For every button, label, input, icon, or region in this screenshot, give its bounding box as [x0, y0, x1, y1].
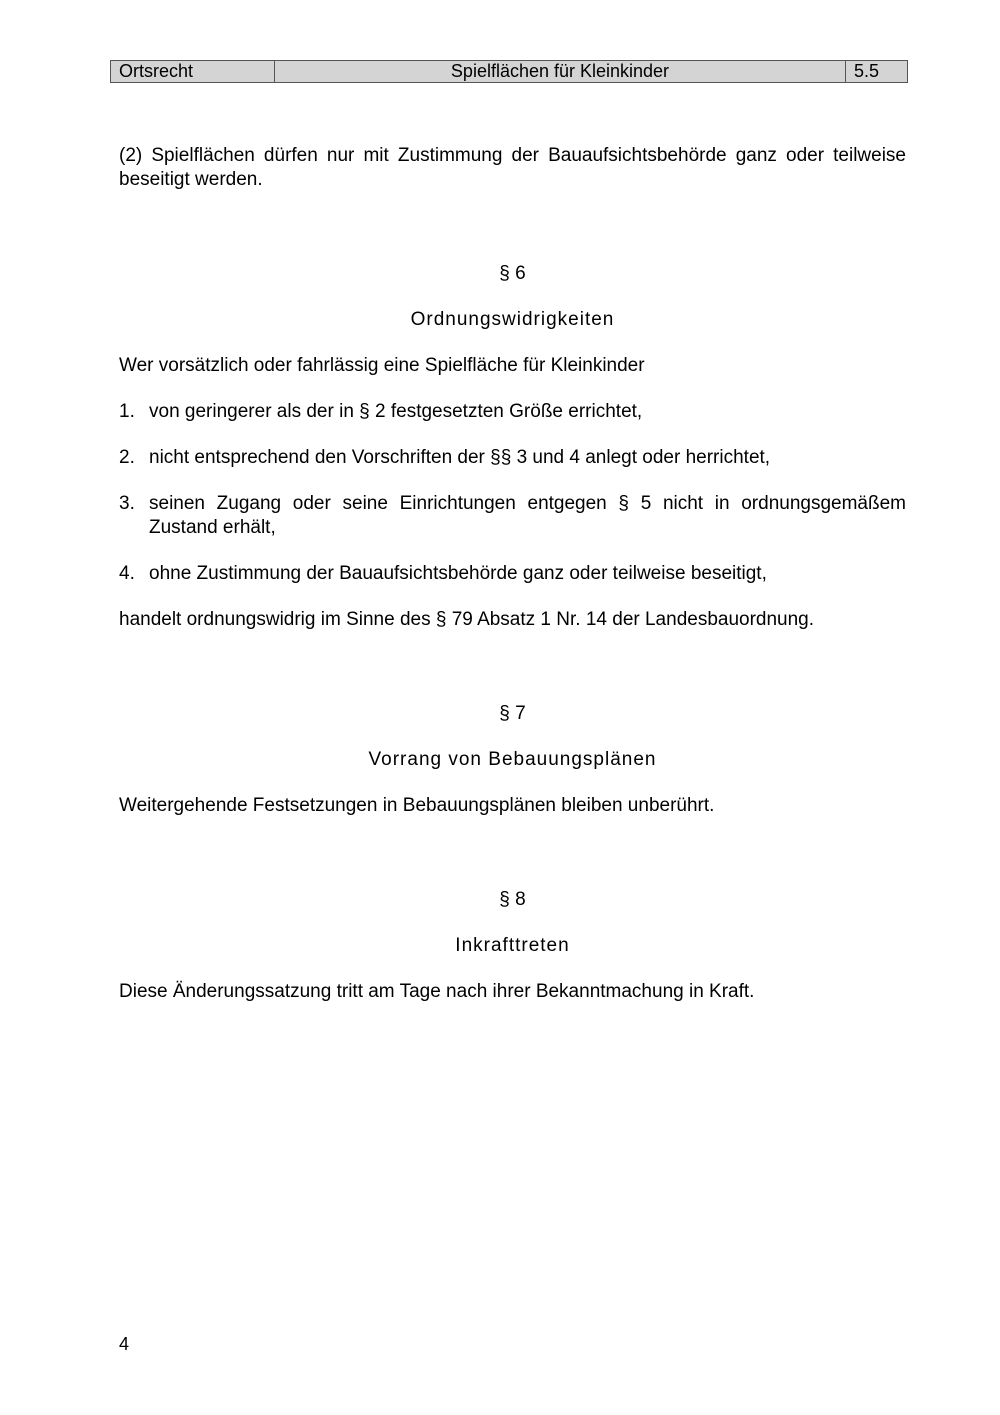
list-item-text: von geringerer als der in § 2 festgesetzten Größe errichtet,	[149, 401, 643, 422]
list-item	[119, 562, 906, 586]
list-item	[119, 492, 906, 540]
section-6-title: Ordnungswidrigkeiten	[410, 309, 615, 330]
list-item-number: 2.	[119, 447, 135, 468]
section-8-text: Diese Änderungssatzung tritt am Tage nach ihrer Bekanntmachung in Kraft.	[119, 981, 755, 1002]
section-8-title: Inkrafttreten	[455, 935, 570, 956]
list-item	[119, 446, 906, 470]
page-header	[110, 60, 908, 83]
list-item	[119, 400, 906, 424]
section-7-text: Weitergehende Festsetzungen in Bebauungsplänen bleiben unberührt.	[119, 795, 715, 816]
section-6-lead: Wer vorsätzlich oder fahrlässig eine Spielfläche für Kleinkinder	[119, 355, 645, 376]
list-item-number: 1.	[119, 401, 135, 422]
list-item-number: 3.	[119, 493, 135, 514]
section-8-number: § 8	[499, 889, 526, 910]
list-item-text: nicht entsprechend den Vorschriften der §§ 3 und 4 anlegt oder herrichtet,	[149, 447, 771, 468]
section-7-number: § 7	[499, 703, 526, 724]
list-item-number: 4.	[119, 563, 135, 584]
violations-list	[119, 400, 906, 586]
paragraph-removal-consent: (2) Spielflächen dürfen nur mit Zustimmung der Bauaufsichtsbehörde ganz oder teilweise beseitigt werden.	[119, 145, 906, 190]
header-title: Spielflächen für Kleinkinder	[275, 61, 846, 83]
list-item-text: ohne Zustimmung der Bauaufsichtsbehörde ganz oder teilweise beseitigt,	[149, 563, 767, 584]
document-body	[119, 144, 906, 1004]
section-7-title: Vorrang von Bebauungsplänen	[368, 749, 657, 770]
section-6-number: § 6	[499, 263, 526, 284]
page-number: 4	[119, 1334, 130, 1354]
list-item-text: seinen Zugang oder seine Einrichtungen entgegen § 5 nicht in ordnungsgemäßem Zustand erhält,	[149, 493, 906, 538]
section-6-closing: handelt ordnungswidrig im Sinne des § 79 Absatz 1 Nr. 14 der Landesbauordnung.	[119, 609, 815, 630]
header-category: Ortsrecht	[111, 61, 275, 83]
header-section-number: 5.5	[846, 61, 908, 83]
